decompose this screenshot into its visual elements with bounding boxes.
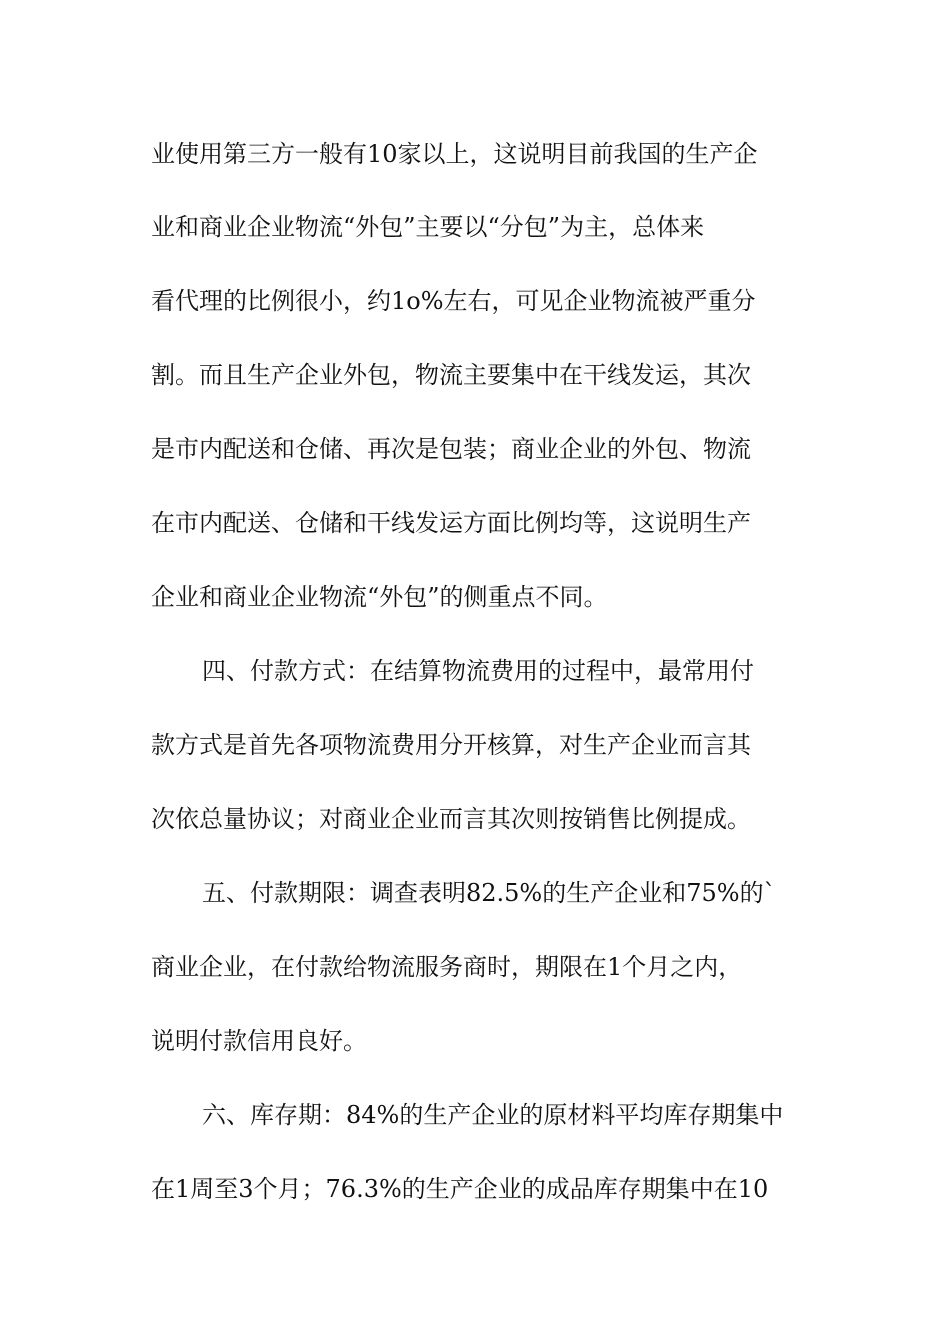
text-line: 看代理的比例很小，约1o%左右，可见企业物流被严重分 (151, 287, 756, 315)
paragraph-heading-inventory-period: 六、库存期：84%的生产企业的原材料平均库存期集中 (202, 1101, 784, 1129)
paragraph-heading-payment-term: 五、付款期限：调查表明82.5%的生产企业和75%的` (202, 879, 776, 907)
text-line: 款方式是首先各项物流费用分开核算，对生产企业而言其 (151, 731, 751, 759)
text-line: 是市内配送和仓储、再次是包装；商业企业的外包、物流 (151, 435, 751, 463)
text-line: 割。而且生产企业外包，物流主要集中在干线发运，其次 (151, 361, 751, 389)
text-line: 业使用第三方一般有10家以上，这说明目前我国的生产企 (151, 140, 758, 168)
text-line: 次依总量协议；对商业企业而言其次则按销售比例提成。 (151, 805, 751, 833)
text-line: 商业企业，在付款给物流服务商时，期限在1个月之内， (151, 953, 743, 981)
text-line: 在市内配送、仓储和干线发运方面比例均等，这说明生产 (151, 509, 751, 537)
text-line: 企业和商业企业物流“外包”的侧重点不同。 (151, 583, 608, 611)
text-line: 业和商业企业物流“外包”主要以“分包”为主，总体来 (151, 213, 705, 241)
text-line: 在1周至3个月；76.3%的生产企业的成品库存期集中在10 (151, 1175, 769, 1203)
text-line: 说明付款信用良好。 (151, 1027, 367, 1055)
paragraph-heading-payment-method: 四、付款方式：在结算物流费用的过程中，最常用付 (202, 657, 754, 685)
